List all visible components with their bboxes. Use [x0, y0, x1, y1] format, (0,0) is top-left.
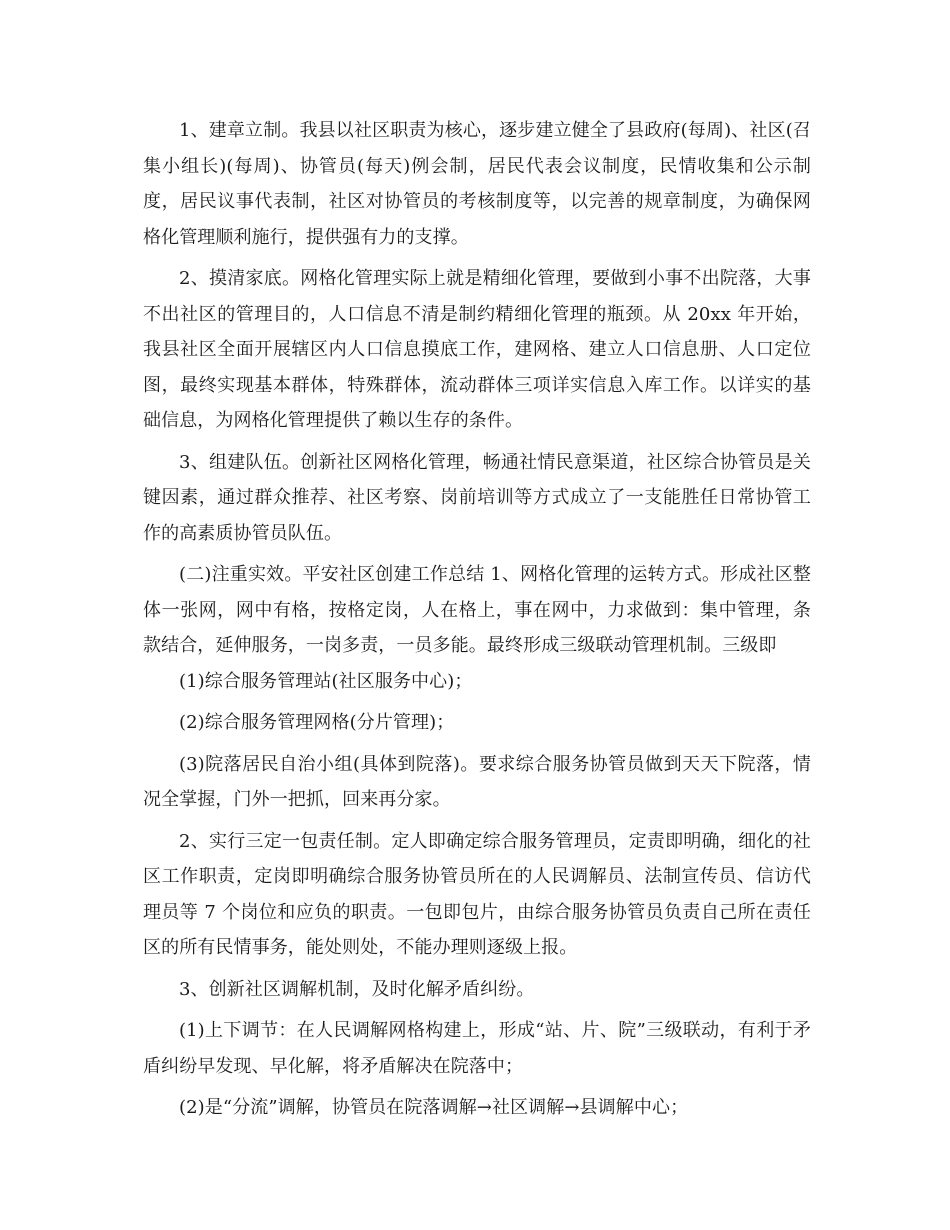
paragraph-rules: 1、建章立制。我县以社区职责为核心，逐步建立健全了县政府(每周)、社区(召集小组长)(每周)、协管员(每天)例会制，居民代表会议制度，民情收集和公示制度，居民议事代表制，社区对协管员的考核制度等，以完善的规章制度，为确保网格化管理顺利施行，提供强有力的支撑。 — [143, 120, 811, 248]
paragraph-mediation-item-1: (1)上下调节：在人民调解网格构建上，形成“站、片、院”三级联动，有利于矛盾纠纷早发现、早化解，将矛盾解决在院落中； — [143, 1020, 811, 1077]
paragraph-population-info: 2、摸清家底。网格化管理实际上就是精细化管理，要做到小事不出院落，大事不出社区的管理目的，人口信息不清是制约精细化管理的瓶颈。从 20xx 年开始，我县社区全面开展辖区内人口信息摸底工作，建网格、建立人口信息册、人口定位图，最终实现基本群体，特殊群体，流动群体三项详实信息入库工作。以详实的基础信息，为网格化管理提供了赖以生存的条件。 — [143, 268, 811, 431]
paragraph-responsibility-system: 2、实行三定一包责任制。定人即确定综合服务管理员，定责即明确，细化的社区工作职责，定岗即明确综合服务协管员所在的人民调解员、法制宣传员、信访代理员等 7 个岗位和应负的职责。一包即包片，由综合服务协管员负责自己所在责任区的所有民情事务，能处则处，不能办理则逐级上报。 — [143, 830, 811, 958]
paragraph-list-item-1: (1)综合服务管理站(社区服务中心)； — [179, 670, 473, 692]
paragraph-effectiveness: (二)注重实效。平安社区创建工作总结 1、网格化管理的运转方式。形成社区整体一张网，网中有格，按格定岗，人在格上，事在网中，力求做到：集中管理，条款结合，延伸服务，一岗多责，一员多能。最终形成三级联动管理机制。三级即 — [143, 564, 811, 656]
paragraph-team-building: 3、组建队伍。创新社区网格化管理，畅通社情民意渠道，社区综合协管员是关键因素，通过群众推荐、社区考察、岗前培训等方式成立了一支能胜任日常协管工作的高素质协管员队伍。 — [143, 451, 811, 544]
paragraph-mediation-item-2: (2)是“分流”调解，协管员在院落调解→社区调解→县调解中心； — [179, 1097, 689, 1118]
paragraph-mediation-heading: 3、创新社区调解机制，及时化解矛盾纠纷。 — [179, 978, 535, 1000]
document-body — [143, 113, 811, 1132]
paragraph-list-item-2: (2)综合服务管理网格(分片管理)； — [179, 712, 455, 733]
paragraph-list-item-3: (3)院落居民自治小组(具体到院落)。要求综合服务协管员做到天天下院落，情况全掌握，门外一把抓，回来再分家。 — [143, 753, 811, 810]
